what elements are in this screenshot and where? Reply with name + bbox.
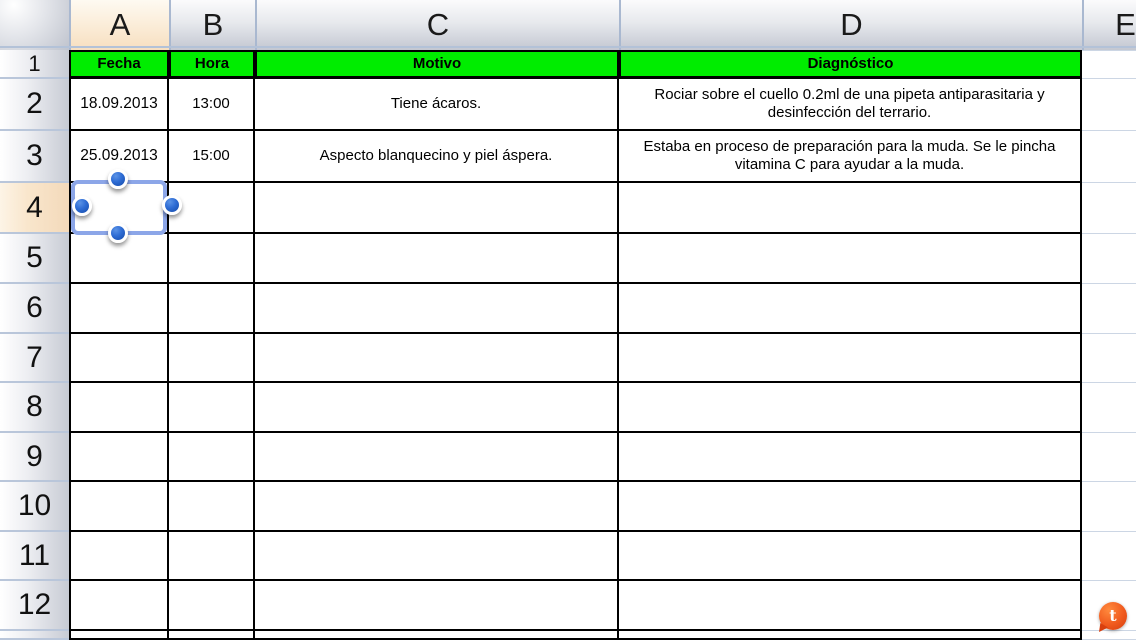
row-header-10-label: 10: [17, 489, 52, 522]
grid-row-13: [69, 631, 1136, 640]
select-all-corner[interactable]: [0, 0, 69, 50]
cell-C2[interactable]: [255, 79, 619, 131]
row-header-8-label: 8: [26, 390, 43, 423]
cell-C7[interactable]: [255, 334, 619, 383]
cell-D3[interactable]: [619, 131, 1082, 183]
cell-A8[interactable]: [69, 383, 169, 433]
cell-B10[interactable]: [169, 482, 255, 532]
cell-D4[interactable]: [619, 183, 1082, 234]
cell-E2[interactable]: [1082, 79, 1136, 131]
cell-A3-value: 25.09.2013: [80, 146, 158, 164]
cell-C12[interactable]: [255, 581, 619, 631]
column-header-a[interactable]: [69, 0, 169, 50]
cell-C4[interactable]: [255, 183, 619, 234]
row-header-1[interactable]: [0, 50, 69, 79]
cell-A7[interactable]: [69, 334, 169, 383]
column-header-c-label: C: [426, 7, 450, 42]
row-header-2[interactable]: [0, 79, 69, 131]
cell-B6[interactable]: [169, 284, 255, 334]
cell-B2-value: 13:00: [192, 94, 230, 112]
cell-A13[interactable]: [69, 631, 169, 640]
cell-B12[interactable]: [169, 581, 255, 631]
cell-B5[interactable]: [169, 234, 255, 284]
cell-B13[interactable]: [169, 631, 255, 640]
grid-row-3: [69, 131, 1136, 183]
header-motivo-label: Motivo: [412, 54, 462, 72]
row-header-7-label: 7: [26, 340, 43, 374]
cell-B3[interactable]: [169, 131, 255, 183]
column-header-a-label: A: [109, 7, 131, 42]
column-header-b[interactable]: [169, 0, 255, 50]
row-header-11[interactable]: [0, 532, 69, 581]
cell-A11[interactable]: [69, 532, 169, 581]
cell-E10[interactable]: [1082, 482, 1136, 532]
header-divider-line: [0, 46, 1136, 48]
cell-D10[interactable]: [619, 482, 1082, 532]
cell-D2-value: Rociar sobre el cuello 0.2ml de una pipeta antiparasitaria y desinfección del terrario.: [654, 85, 1045, 121]
row-header-6[interactable]: [0, 284, 69, 334]
row-header-8[interactable]: [0, 383, 69, 433]
cell-E3[interactable]: [1082, 131, 1136, 183]
cell-C3[interactable]: [255, 131, 619, 183]
cell-D3-value: Estaba en proceso de preparación para la muda. Se le pincha vitamina C para ayudar a la muda.: [643, 137, 1056, 173]
cell-C2-value: Tiene ácaros.: [390, 94, 482, 112]
header-fecha-label: Fecha: [97, 54, 141, 72]
selection-handle-bottom[interactable]: [108, 223, 128, 243]
cell-B8[interactable]: [169, 383, 255, 433]
header-hora-label: Hora: [194, 54, 230, 72]
grid-row-2: [69, 79, 1136, 131]
cell-B4[interactable]: [169, 183, 255, 234]
row-header-7[interactable]: [0, 334, 69, 383]
cell-A2-value: 18.09.2013: [80, 94, 158, 112]
cell-B1[interactable]: [169, 50, 255, 79]
column-header-strip: [0, 0, 1136, 50]
column-header-d-label: D: [840, 7, 863, 42]
row-header-4[interactable]: [0, 183, 69, 234]
row-header-12-label: 12: [17, 588, 52, 621]
grid-row-7: [69, 334, 1136, 383]
row-header-strip: [0, 50, 69, 640]
grid-row-8: [69, 383, 1136, 433]
column-header-b-label: B: [202, 7, 224, 42]
cell-C10[interactable]: [255, 482, 619, 532]
cell-C13[interactable]: [255, 631, 619, 640]
selection-handle-top[interactable]: [108, 169, 128, 189]
grid-row-4: [69, 183, 1136, 234]
cell-D1[interactable]: [619, 50, 1082, 79]
cell-C1[interactable]: [255, 50, 619, 79]
row-header-6-label: 6: [26, 291, 43, 324]
row-header-5[interactable]: [0, 234, 69, 284]
cell-A2[interactable]: [69, 79, 169, 131]
cell-D9[interactable]: [619, 433, 1082, 482]
cell-B9[interactable]: [169, 433, 255, 482]
cell-B2[interactable]: [169, 79, 255, 131]
row-header-3[interactable]: [0, 131, 69, 183]
cell-E5[interactable]: [1082, 234, 1136, 284]
cell-A12[interactable]: [69, 581, 169, 631]
cell-D7[interactable]: [619, 334, 1082, 383]
cell-C6[interactable]: [255, 284, 619, 334]
cell-D5[interactable]: [619, 234, 1082, 284]
grid-row-9: [69, 433, 1136, 482]
cell-D11[interactable]: [619, 532, 1082, 581]
row-header-12[interactable]: [0, 581, 69, 631]
grid-row-10: [69, 482, 1136, 532]
row-header-13[interactable]: [0, 631, 69, 640]
cell-B11[interactable]: [169, 532, 255, 581]
tag-bubble-letter: t: [1109, 606, 1117, 625]
cell-C3-value: Aspecto blanquecino y piel áspera.: [319, 146, 553, 164]
column-header-c[interactable]: [255, 0, 619, 50]
cell-D13[interactable]: [619, 631, 1082, 640]
row-header-4-label: 4: [26, 190, 43, 224]
cell-D8[interactable]: [619, 383, 1082, 433]
row-header-5-label: 5: [26, 241, 43, 274]
cell-D6[interactable]: [619, 284, 1082, 334]
cell-E8[interactable]: [1082, 383, 1136, 433]
row-header-3-label: 3: [26, 139, 43, 172]
tag-bubble-icon[interactable]: [1099, 602, 1127, 630]
cell-A10[interactable]: [69, 482, 169, 532]
cell-E13[interactable]: [1082, 631, 1136, 640]
cell-E7[interactable]: [1082, 334, 1136, 383]
cell-E9[interactable]: [1082, 433, 1136, 482]
cell-C5[interactable]: [255, 234, 619, 284]
selection-handle-right[interactable]: [162, 195, 182, 215]
cell-A6[interactable]: [69, 284, 169, 334]
cell-E1[interactable]: [1082, 50, 1136, 79]
row-header-10[interactable]: [0, 482, 69, 532]
cell-D2[interactable]: [619, 79, 1082, 131]
row-header-2-label: 2: [26, 87, 43, 120]
cell-B3-value: 15:00: [192, 146, 230, 164]
grid-row-6: [69, 284, 1136, 334]
selection-handle-left[interactable]: [72, 196, 92, 216]
row-header-9[interactable]: [0, 433, 69, 482]
cell-D12[interactable]: [619, 581, 1082, 631]
cell-E4[interactable]: [1082, 183, 1136, 234]
cell-A9[interactable]: [69, 433, 169, 482]
cell-C9[interactable]: [255, 433, 619, 482]
cell-C11[interactable]: [255, 532, 619, 581]
cell-C8[interactable]: [255, 383, 619, 433]
grid-row-5: [69, 234, 1136, 284]
row-header-1-label: 1: [28, 50, 41, 76]
grid-row-1: [69, 50, 1136, 79]
column-header-e[interactable]: [1082, 0, 1136, 50]
column-header-e-label: E: [1115, 7, 1136, 42]
header-diagnostico-label: Diagnóstico: [807, 54, 894, 72]
grid-row-11: [69, 532, 1136, 581]
grid-row-12: [69, 581, 1136, 631]
cell-E6[interactable]: [1082, 284, 1136, 334]
cell-A1[interactable]: [69, 50, 169, 79]
row-header-9-label: 9: [26, 439, 43, 473]
row-header-11-label: 11: [18, 538, 51, 572]
column-header-d[interactable]: [619, 0, 1082, 50]
cell-E11[interactable]: [1082, 532, 1136, 581]
cell-B7[interactable]: [169, 334, 255, 383]
